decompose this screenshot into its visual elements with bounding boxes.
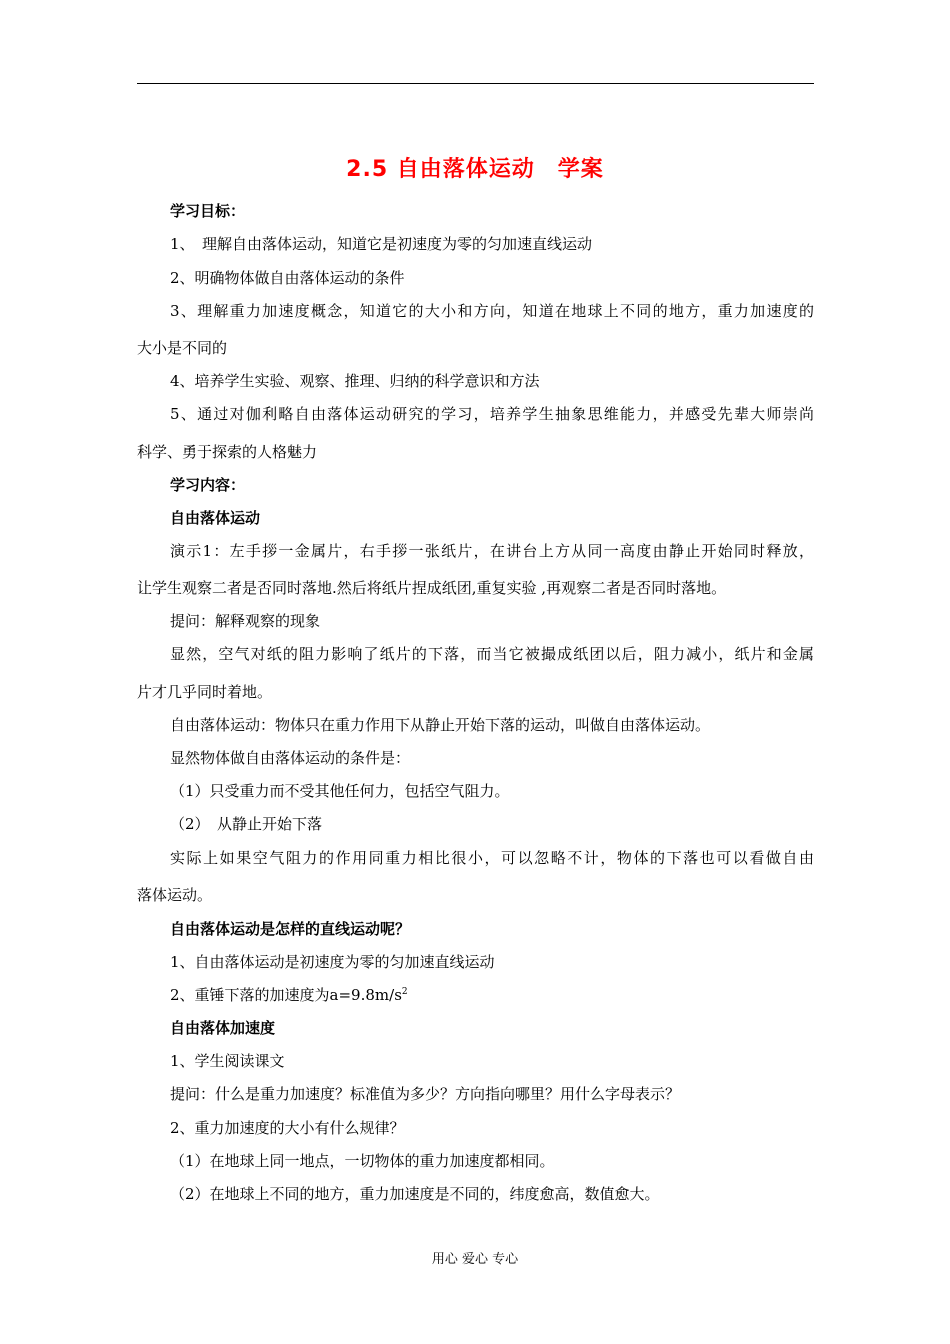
text-line-content: （1）在地球上同一地点，一切物体的重力加速度都相同。 [170,1152,555,1170]
text-line-content: 科学、勇于探索的人格魅力 [137,443,318,461]
text-line-content: 3、理解重力加速度概念，知道它的大小和方向，知道在地球上不同的地方，重力加速度的 [170,302,814,320]
text-line [137,776,510,806]
text-line-content: 大小是不同的 [137,339,228,357]
section-heading [137,914,410,944]
text-line-content: （1）只受重力而不受其他任何力，包括空气阻力。 [170,782,510,800]
text-line [137,947,495,977]
text-line [137,263,405,293]
text-line-content: 提问：什么是重力加速度？标准值为多少？方向指向哪里？用什么字母表示？ [170,1085,681,1103]
text-line [137,366,540,396]
text-line-content: 学习目标： [170,202,246,220]
text-line-content: 学习内容： [170,476,246,494]
page-footer: 用心 爱心 专心 [431,1252,519,1267]
text-line [137,809,322,839]
text-line-content: （2）在地球上不同的地方，重力加速度是不同的，纬度愈高，数值愈大。 [170,1185,660,1203]
text-line-content: 显然物体做自由落体运动的条件是： [170,749,411,767]
text-line-content: 提问：解释观察的现象 [170,612,321,630]
section-heading [137,503,260,533]
text-line [137,1046,285,1076]
text-line-content: 自由落体运动是怎样的直线运动呢？ [170,920,411,938]
text-line-content: 1、学生阅读课文 [170,1052,285,1070]
text-line [137,229,592,259]
text-line-content: 显然，空气对纸的阻力影响了纸片的下落，而当它被撮成纸团以后，阻力减小，纸片和金属 [170,645,814,663]
text-line [137,399,814,429]
text-line [137,743,410,773]
text-line-content: 自由落体运动 [170,509,261,527]
text-line [137,296,814,326]
text-line-content: 自由落体加速度 [170,1019,276,1037]
text-line [137,333,227,363]
page-title: 2.5 自由落体运动 学案 [346,157,604,182]
text-line [137,1079,680,1109]
text-line [137,536,814,566]
text-line-content: 落体运动。 [137,886,213,904]
text-line [137,606,320,636]
text-line-content: 2、重力加速度的大小有什么规律？ [170,1119,405,1137]
text-line-content: 实际上如果空气阻力的作用同重力相比很小，可以忽略不计，物体的下落也可以看做自由 [170,849,814,867]
text-line [137,710,710,740]
text-line-content: （2） 从静止开始下落 [170,815,323,833]
text-line-content: 演示1：左手拶一金属片，右手拶一张纸片，在讲台上方从同一高度由静止开始同时释放， [170,542,814,560]
section-heading [137,470,245,500]
text-line-content: 1、 理解自由落体运动，知道它是初速度为零的匀加速直线运动 [170,235,593,253]
superscript: 2 [401,987,408,997]
text-line [137,1113,405,1143]
text-line-content: 自由落体运动：物体只在重力作用下从静止开始下落的运动，叫做自由落体运动。 [170,716,711,734]
text-line [137,1179,660,1209]
section-heading [137,1013,275,1043]
header-rule [137,83,814,84]
text-line-content: 2、明确物体做自由落体运动的条件 [170,269,405,287]
section-heading [137,196,245,226]
text-line-content: 1、自由落体运动是初速度为零的匀加速直线运动 [170,953,495,971]
text-line [137,639,814,669]
text-line-content: 片才几乎同时着地。 [137,683,273,701]
text-line [137,880,212,910]
text-line-content: 2、重锤下落的加速度为a=9.8m/s [170,986,402,1004]
text-line-content: 4、培养学生实验、观察、推理、归纳的科学意识和方法 [170,372,540,390]
text-line [137,437,317,467]
text-line-content: 5、通过对伽利略自由落体运动研究的学习，培养学生抽象思维能力，并感受先辈大师崇尚 [170,405,814,423]
text-line-content: 让学生观察二者是否同时落地.然后将纸片捏成纸团,重复实验 ,再观察二者是否同时落地。 [137,579,727,597]
text-line [137,843,814,873]
text-line [137,677,272,707]
text-line [137,980,408,1010]
text-line [137,1146,555,1176]
text-line [137,573,726,603]
